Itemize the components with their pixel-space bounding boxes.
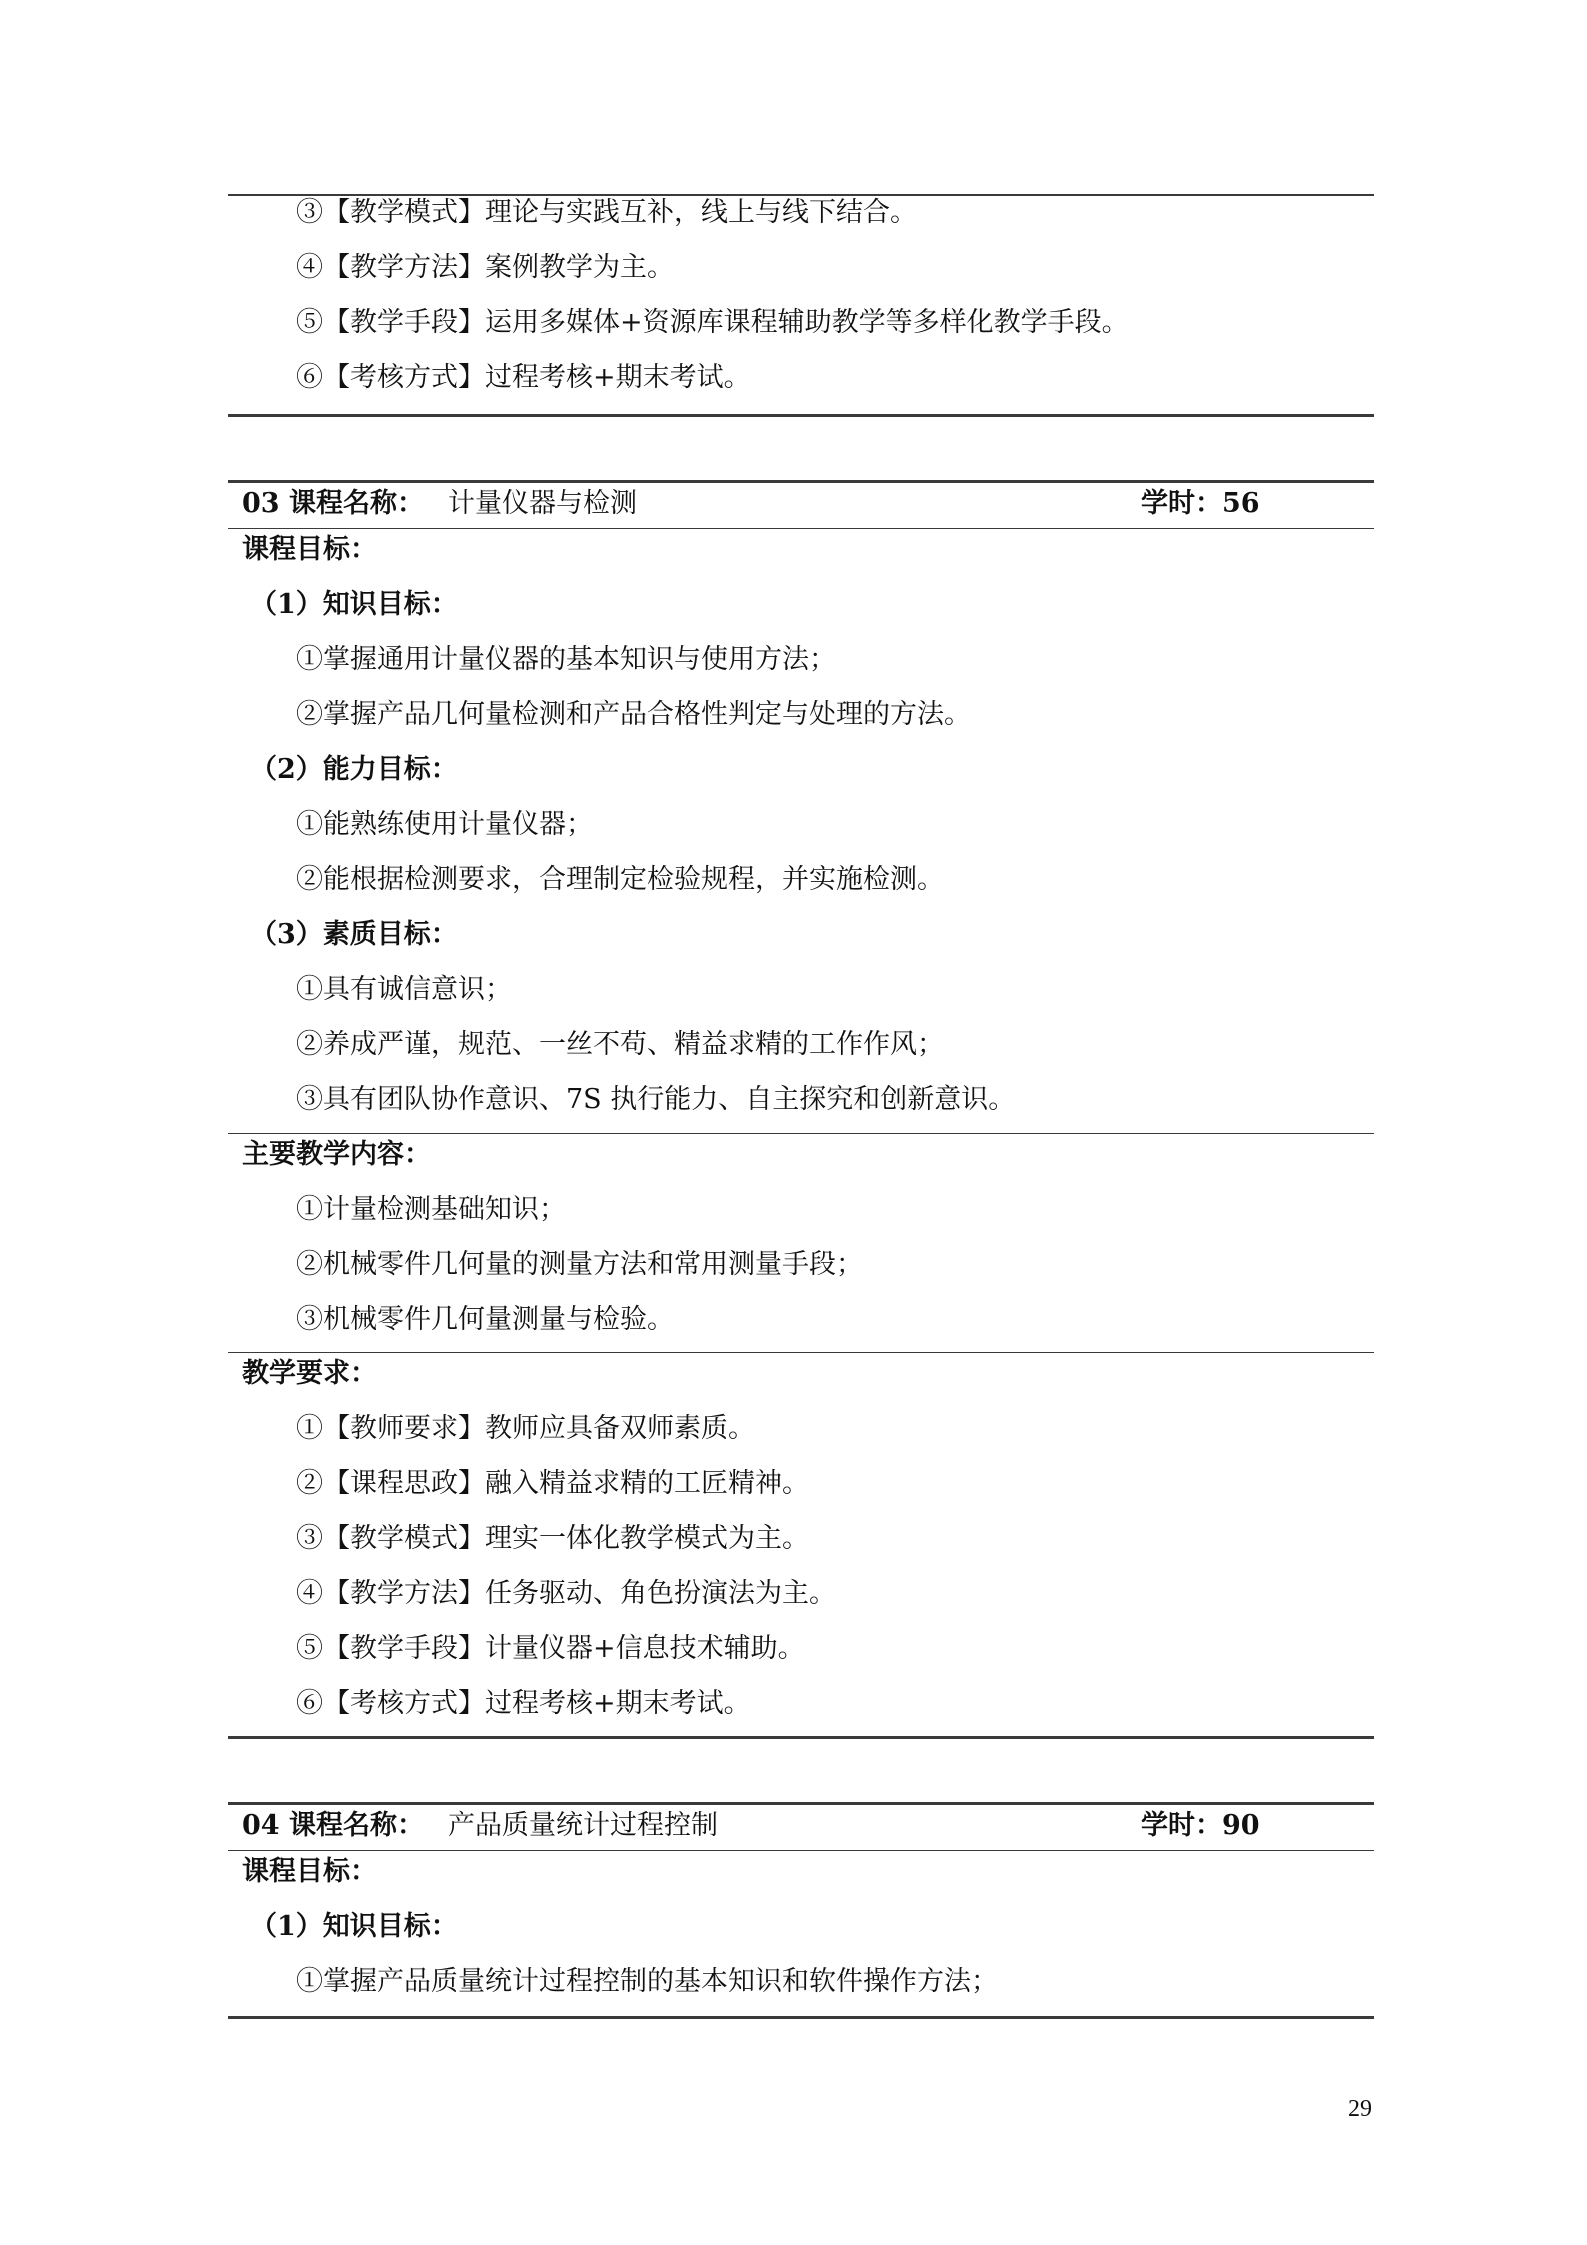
course03-content-item: ③机械零件几何量测量与检验。 <box>296 1304 674 1335</box>
course04-header-rule <box>228 1850 1374 1851</box>
course04-hours: 学时：90 <box>1141 1810 1260 1841</box>
course03-requirement-item: ⑤【教学手段】计量仪器+信息技术辅助。 <box>296 1633 805 1664</box>
course03-ability-heading: （2）能力目标： <box>250 754 458 785</box>
course03-knowledge-heading: （1）知识目标： <box>250 589 458 620</box>
course03-content-item: ①计量检测基础知识； <box>296 1194 566 1225</box>
course03-name: 计量仪器与检测 <box>448 488 637 519</box>
course03-hours: 学时：56 <box>1141 488 1260 519</box>
course03-goals-rule <box>228 1133 1374 1134</box>
course03-ability-item: ②能根据检测要求，合理制定检验规程，并实施检测。 <box>296 864 944 895</box>
course03-header-rule <box>228 528 1374 529</box>
course03-requirement-item: ①【教师要求】教师应具备双师素质。 <box>296 1413 755 1444</box>
top-teaching-mode: ③【教学模式】理论与实践互补，线上与线下结合。 <box>296 197 917 228</box>
course03-requirements-heading: 教学要求： <box>242 1358 377 1389</box>
course04-name: 产品质量统计过程控制 <box>448 1810 718 1841</box>
course03-top-rule <box>228 480 1374 483</box>
course03-requirement-item: ②【课程思政】融入精益求精的工匠精神。 <box>296 1468 809 1499</box>
course03-requirement-item: ⑥【考核方式】过程考核+期末考试。 <box>296 1688 751 1719</box>
course03-name-label: 03 课程名称： <box>242 488 424 519</box>
course03-quality-item: ③具有团队协作意识、7S 执行能力、自主探究和创新意识。 <box>296 1084 1016 1115</box>
course03-content-rule <box>228 1352 1374 1353</box>
section-top-bottom-rule <box>228 414 1374 417</box>
course03-ability-item: ①能熟练使用计量仪器； <box>296 809 593 840</box>
course03-quality-item: ②养成严谨，规范、一丝不苟、精益求精的工作作风； <box>296 1029 944 1060</box>
course03-content-item: ②机械零件几何量的测量方法和常用测量手段； <box>296 1249 863 1280</box>
course03-requirement-item: ④【教学方法】任务驱动、角色扮演法为主。 <box>296 1578 836 1609</box>
course04-goals-heading: 课程目标： <box>242 1856 377 1887</box>
course04-name-label: 04 课程名称： <box>242 1810 424 1841</box>
course04-top-rule <box>228 1802 1374 1805</box>
top-assessment: ⑥【考核方式】过程考核+期末考试。 <box>296 362 751 393</box>
course03-goals-heading: 课程目标： <box>242 534 377 565</box>
course03-knowledge-item: ②掌握产品几何量检测和产品合格性判定与处理的方法。 <box>296 699 971 730</box>
course03-quality-heading: （3）素质目标： <box>250 919 458 950</box>
course03-knowledge-item: ①掌握通用计量仪器的基本知识与使用方法； <box>296 644 836 675</box>
top-teaching-method: ④【教学方法】案例教学为主。 <box>296 252 674 283</box>
course03-quality-item: ①具有诚信意识； <box>296 974 512 1005</box>
course04-knowledge-heading: （1）知识目标： <box>250 1911 458 1942</box>
course03-requirement-item: ③【教学模式】理实一体化教学模式为主。 <box>296 1523 809 1554</box>
course04-bottom-rule <box>228 2016 1374 2019</box>
course04-knowledge-item: ①掌握产品质量统计过程控制的基本知识和软件操作方法； <box>296 1966 998 1997</box>
course03-content-heading: 主要教学内容： <box>242 1139 431 1170</box>
top-teaching-means: ⑤【教学手段】运用多媒体+资源库课程辅助教学等多样化教学手段。 <box>296 307 1129 338</box>
course03-bottom-rule <box>228 1736 1374 1739</box>
page-number: 29 <box>1348 2096 1372 2122</box>
